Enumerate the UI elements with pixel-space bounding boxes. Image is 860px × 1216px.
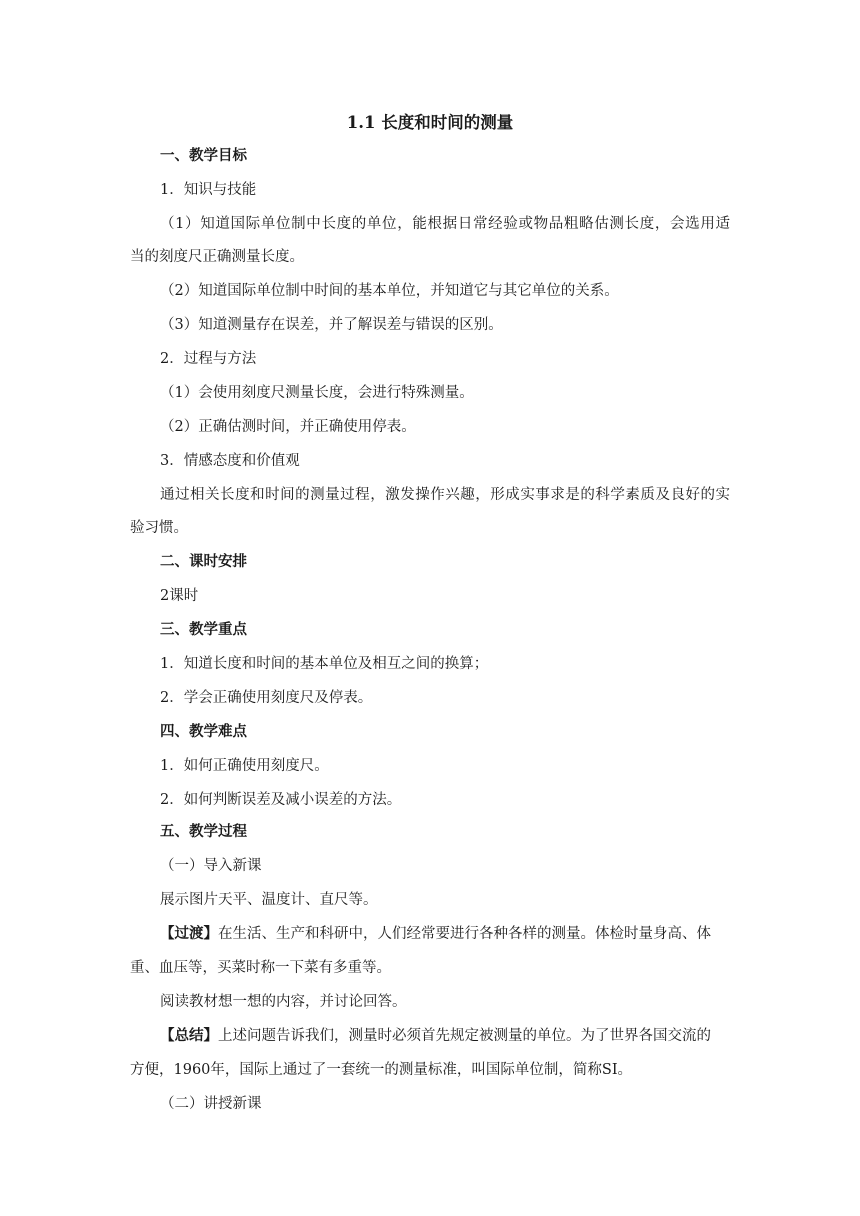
subheading-attitude-values: 3．情感态度和价值观: [160, 453, 300, 469]
paragraph-line: 2课时: [160, 588, 199, 604]
paragraph-line: 1．知道长度和时间的基本单位及相互之间的换算；: [160, 656, 489, 672]
paragraph-line: 2．如何判断误差及减小误差的方法。: [160, 792, 402, 808]
paragraph-line: 1．如何正确使用刻度尺。: [160, 758, 329, 774]
paragraph-line: 展示图片天平、温度计、直尺等。: [160, 892, 378, 908]
paragraph-line: 阅读教材想一想的内容，并讨论回答。: [160, 994, 407, 1010]
transition-mark: 【过渡】: [160, 925, 218, 942]
paragraph-text: 上述问题告诉我们，测量时必须首先规定被测量的单位。为了世界各国交流的: [218, 1028, 711, 1044]
document-title: 1.1 长度和时间的测量: [346, 113, 514, 132]
subheading-process-methods: 2．过程与方法: [160, 351, 257, 367]
summary-mark: 【总结】: [160, 1027, 218, 1044]
section-heading-schedule: 二、课时安排: [160, 553, 247, 570]
section-heading-difficulties: 四、教学难点: [160, 723, 247, 740]
paragraph-line: （3）知道测量存在误差，并了解误差与错误的区别。: [160, 317, 503, 333]
paragraph-line: [160, 924, 711, 944]
paragraph-line: （1）知道国际单位制中长度的单位，能根据日常经验或物品粗略估测长度，会选用适: [160, 216, 730, 232]
subheading-new-lesson: （二）讲授新课: [160, 1096, 262, 1112]
subheading-knowledge-skills: 1．知识与技能: [160, 182, 257, 198]
paragraph-line: 方便，1960年，国际上通过了一套统一的测量标准，叫国际单位制，简称SI。: [130, 1062, 633, 1078]
paragraph-line: （1）会使用刻度尺测量长度，会进行特殊测量。: [160, 385, 474, 401]
paragraph-line: 当的刻度尺正确测量长度。: [130, 249, 304, 265]
paragraph-line: （2）知道国际单位制中时间的基本单位，并知道它与其它单位的关系。: [160, 283, 619, 299]
paragraph-text: 在生活、生产和科研中，人们经常要进行各种各样的测量。体检时量身高、体: [218, 926, 711, 942]
paragraph-line: （2）正确估测时间，并正确使用停表。: [160, 419, 416, 435]
paragraph-line: 2．学会正确使用刻度尺及停表。: [160, 690, 373, 706]
paragraph-line: 验习惯。: [130, 520, 188, 536]
section-heading-key-points: 三、教学重点: [160, 621, 247, 638]
section-heading-objectives: 一、教学目标: [160, 147, 247, 164]
paragraph-line: [160, 1026, 711, 1046]
paragraph-line: 重、血压等，买菜时称一下菜有多重等。: [130, 960, 391, 976]
paragraph-line: 通过相关长度和时间的测量过程，激发操作兴趣，形成实事求是的科学素质及良好的实: [160, 487, 730, 503]
section-heading-process: 五、教学过程: [160, 823, 247, 840]
subheading-introduction: （一）导入新课: [160, 858, 262, 874]
